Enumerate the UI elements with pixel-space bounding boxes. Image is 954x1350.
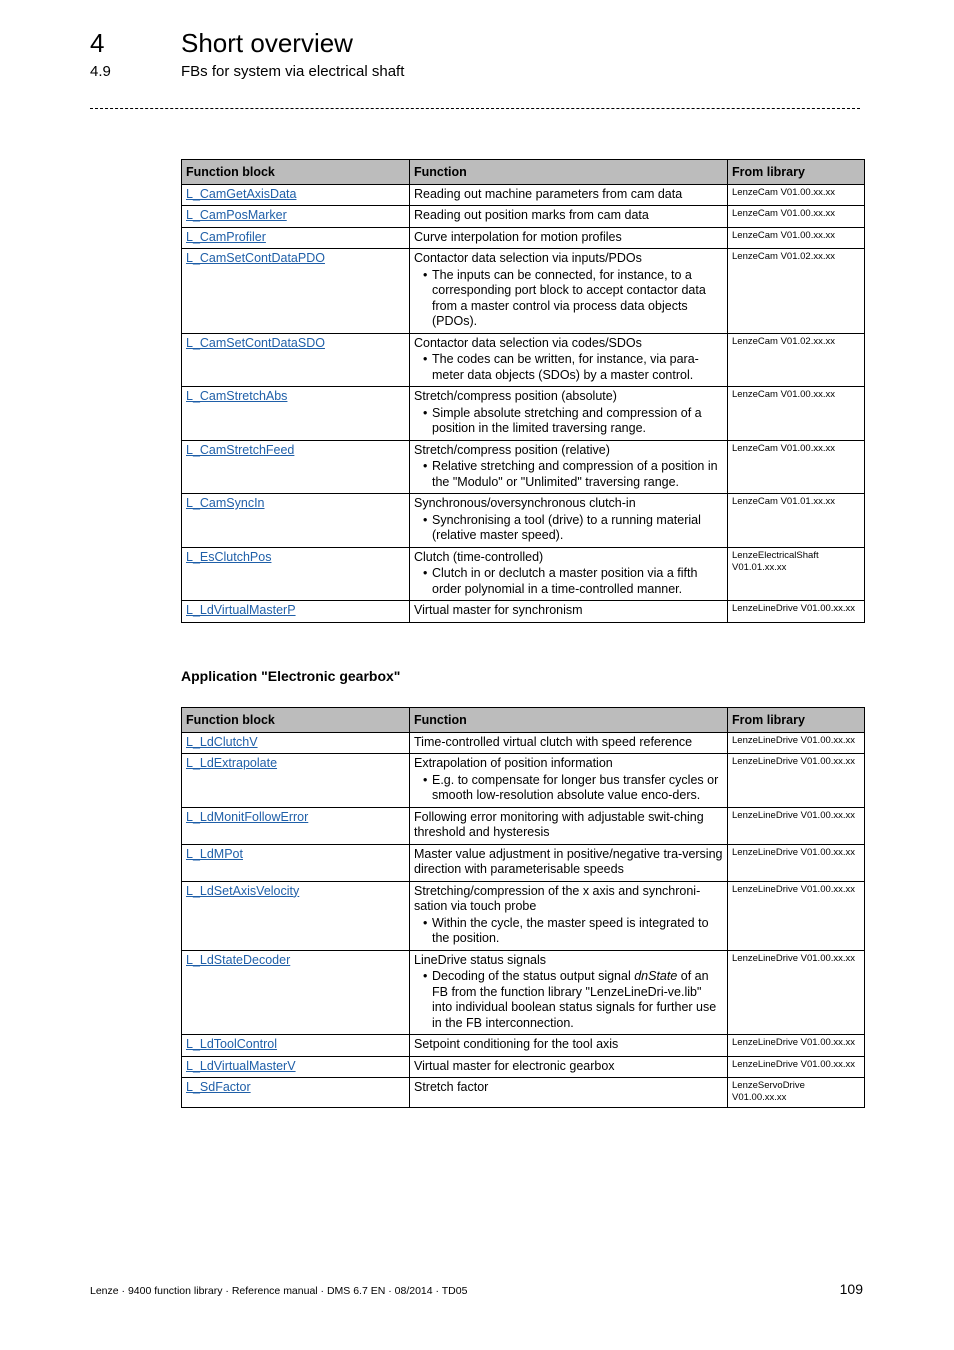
function-block-cell (182, 881, 410, 950)
function-detail-item: • Synchronising a tool (drive) to a running material (relative master speed). (414, 513, 723, 544)
table-row (182, 333, 865, 387)
function-description: Setpoint conditioning for the tool axis (414, 1037, 619, 1051)
table-row (182, 547, 865, 601)
library-cell: LenzeLineDrive V01.00.xx.xx (728, 1056, 865, 1078)
function-cell (410, 950, 728, 1035)
function-block-cell (182, 494, 410, 548)
function-block-link[interactable]: L_LdVirtualMasterV (186, 1058, 296, 1073)
table-row (182, 227, 865, 249)
header-divider (90, 108, 860, 109)
function-block-link[interactable]: L_CamSyncIn (186, 496, 265, 510)
function-block-link[interactable]: L_CamSetContDataPDO (186, 251, 325, 265)
library-cell: LenzeServoDrive V01.00.xx.xx (728, 1078, 865, 1108)
function-cell (410, 807, 728, 844)
table-row (182, 184, 865, 206)
library-cell: LenzeLineDrive V01.00.xx.xx (728, 754, 865, 808)
table-row (182, 440, 865, 494)
function-block-link[interactable]: L_LdMonitFollowError (186, 809, 309, 824)
library-cell: LenzeLineDrive V01.00.xx.xx (728, 732, 865, 754)
function-block-link[interactable]: L_CamStretchAbs (186, 389, 288, 403)
table-row (182, 1056, 865, 1078)
function-block-cell (182, 227, 410, 249)
library-cell: LenzeCam V01.00.xx.xx (728, 206, 865, 228)
function-detail-list (414, 566, 723, 597)
function-cell (410, 387, 728, 441)
table-row (182, 1035, 865, 1057)
function-block-cell (182, 807, 410, 844)
function-detail-list (414, 459, 723, 490)
function-detail-item: • Simple absolute stretching and compression of a position in the limited traversing range. (414, 406, 723, 437)
function-block-link[interactable]: L_EsClutchPos (186, 549, 272, 564)
function-detail-item: • Clutch in or declutch a master position via a fifth order polynomial in a time-controlled manner. (414, 566, 723, 597)
function-detail-list (414, 406, 723, 437)
function-description: Reading out position marks from cam data (414, 208, 649, 222)
chapter-number: 4 (90, 28, 105, 58)
function-cell (410, 440, 728, 494)
table-row (182, 881, 865, 950)
function-block-cell (182, 547, 410, 601)
section-title: FBs for system via electrical shaft (181, 63, 405, 80)
function-description: Virtual master for electronic gearbox (414, 1058, 615, 1073)
section-number: 4.9 (90, 63, 111, 80)
function-description: Following error monitoring with adjustable swit-ching threshold and hysteresis (414, 809, 704, 839)
function-cell (410, 601, 728, 623)
column-header-function-block: Function block (182, 708, 410, 733)
column-header-from-library: From library (728, 708, 865, 733)
page-number: 109 (839, 1281, 863, 1297)
library-cell: LenzeLineDrive V01.00.xx.xx (728, 807, 865, 844)
function-block-link[interactable]: L_LdVirtualMasterP (186, 603, 296, 617)
function-description: Time-controlled virtual clutch with speed reference (414, 734, 693, 749)
function-block-cell (182, 387, 410, 441)
function-block-link[interactable]: L_LdToolControl (186, 1037, 278, 1051)
function-description: Contactor data selection via codes/SDOs (414, 335, 642, 350)
library-cell: LenzeCam V01.00.xx.xx (728, 440, 865, 494)
chapter-title: Short overview (181, 28, 353, 58)
table-row (182, 844, 865, 881)
function-cell (410, 754, 728, 808)
function-description: Clutch (time-controlled) (414, 549, 544, 564)
function-description: Stretching/compression of the x axis and synchroni-sation via touch probe (414, 883, 701, 913)
function-description: Stretch/compress position (relative) (414, 442, 610, 457)
function-block-table-2 (181, 707, 865, 1108)
table-row (182, 732, 865, 754)
footer-document-info: Lenze · 9400 function library · Reference manual · DMS 6.7 EN · 08/2014 · TD05 (90, 1285, 468, 1297)
library-cell: LenzeCam V01.00.xx.xx (728, 387, 865, 441)
table-header-row (182, 160, 865, 185)
table-row (182, 206, 865, 228)
function-cell (410, 227, 728, 249)
function-cell (410, 844, 728, 881)
library-cell: LenzeLineDrive V01.00.xx.xx (728, 881, 865, 950)
function-block-cell (182, 844, 410, 881)
function-block-link[interactable]: L_LdClutchV (186, 734, 258, 749)
function-cell (410, 1035, 728, 1057)
column-header-function-block: Function block (182, 160, 410, 185)
function-block-link[interactable]: L_CamPosMarker (186, 208, 287, 222)
function-block-cell (182, 206, 410, 228)
library-cell: LenzeCam V01.00.xx.xx (728, 184, 865, 206)
function-cell (410, 1056, 728, 1078)
function-description: Curve interpolation for motion profiles (414, 229, 622, 244)
function-description: Master value adjustment in positive/negative tra-versing direction with parameterisable speeds (414, 846, 723, 876)
function-cell (410, 184, 728, 206)
library-cell: LenzeCam V01.02.xx.xx (728, 249, 865, 334)
function-block-link[interactable]: L_LdSetAxisVelocity (186, 883, 300, 898)
function-block-link[interactable]: L_LdStateDecoder (186, 952, 291, 967)
function-detail-list (414, 268, 723, 330)
library-cell: LenzeCam V01.00.xx.xx (728, 227, 865, 249)
function-cell (410, 249, 728, 334)
function-cell (410, 547, 728, 601)
table-row (182, 807, 865, 844)
library-cell: LenzeLineDrive V01.00.xx.xx (728, 601, 865, 623)
function-description: Virtual master for synchronism (414, 603, 583, 617)
function-cell (410, 1078, 728, 1108)
function-block-cell (182, 732, 410, 754)
function-block-link[interactable]: L_CamGetAxisData (186, 186, 297, 201)
function-block-cell (182, 601, 410, 623)
function-cell (410, 881, 728, 950)
function-description: LineDrive status signals (414, 952, 547, 967)
library-cell: LenzeLineDrive V01.00.xx.xx (728, 950, 865, 1035)
column-header-function: Function (410, 160, 728, 185)
function-block-link[interactable]: L_SdFactor (186, 1080, 251, 1094)
function-detail-list (414, 969, 723, 1031)
library-cell: LenzeElectricalShaft V01.01.xx.xx (728, 547, 865, 601)
function-description: Stretch/compress position (absolute) (414, 389, 617, 403)
table-row (182, 601, 865, 623)
function-block-cell (182, 333, 410, 387)
function-detail-item: • E.g. to compensate for longer bus transfer cycles or smooth low-resolution absolute value enco-ders. (414, 773, 723, 804)
column-header-function: Function (410, 708, 728, 733)
library-cell: LenzeLineDrive V01.00.xx.xx (728, 1035, 865, 1057)
function-block-link[interactable]: L_CamSetContDataSDO (186, 335, 325, 350)
function-detail-list (414, 513, 723, 544)
function-block-link[interactable]: L_CamProfiler (186, 229, 266, 244)
function-description: Synchronous/oversynchronous clutch-in (414, 496, 636, 510)
function-detail-item: • The codes can be written, for instance, via para-meter data objects (SDOs) by a master control. (414, 352, 723, 383)
function-block-cell (182, 184, 410, 206)
function-detail-list (414, 352, 723, 383)
function-block-link[interactable]: L_LdMPot (186, 846, 243, 861)
function-block-link[interactable]: L_LdExtrapolate (186, 756, 278, 770)
function-description: Stretch factor (414, 1080, 489, 1094)
function-block-cell (182, 950, 410, 1035)
signal-name: dnState (634, 969, 678, 983)
function-block-table-1 (181, 159, 865, 623)
function-detail-list (414, 916, 723, 947)
function-block-cell (182, 1078, 410, 1108)
library-cell: LenzeLineDrive V01.00.xx.xx (728, 844, 865, 881)
function-description: Extrapolation of position information (414, 756, 613, 770)
table-row (182, 950, 865, 1035)
function-block-cell (182, 249, 410, 334)
function-description: Reading out machine parameters from cam data (414, 186, 683, 201)
function-detail-item: • The inputs can be connected, for instance, to a corresponding port block to accept contactor data from a master control via process data objects (PDOs). (414, 268, 723, 330)
table-row (182, 754, 865, 808)
application-heading: Application "Electronic gearbox" (181, 668, 401, 684)
function-detail-item: • Relative stretching and compression of a position in the "Modulo" or "Unlimited" traversing range. (414, 459, 723, 490)
column-header-from-library: From library (728, 160, 865, 185)
function-detail-list (414, 773, 723, 804)
function-block-cell (182, 754, 410, 808)
function-block-cell (182, 440, 410, 494)
function-detail-item: • Within the cycle, the master speed is integrated to the position. (414, 916, 723, 947)
table-header-row (182, 708, 865, 733)
library-cell: LenzeCam V01.02.xx.xx (728, 333, 865, 387)
table-row (182, 249, 865, 334)
table-row (182, 494, 865, 548)
function-block-cell (182, 1035, 410, 1057)
function-block-link[interactable]: L_CamStretchFeed (186, 442, 295, 457)
function-cell (410, 206, 728, 228)
function-detail-item: • Decoding of the status output signal dnState of an FB from the function library "LenzeLineDri-ve.lib" into individual boolean status signals for further use in the FB interconnection. (414, 969, 723, 1031)
table-row (182, 1078, 865, 1108)
function-cell (410, 333, 728, 387)
table-row (182, 387, 865, 441)
function-description: Contactor data selection via inputs/PDOs (414, 251, 642, 265)
function-block-cell (182, 1056, 410, 1078)
library-cell: LenzeCam V01.01.xx.xx (728, 494, 865, 548)
function-cell (410, 732, 728, 754)
function-cell (410, 494, 728, 548)
